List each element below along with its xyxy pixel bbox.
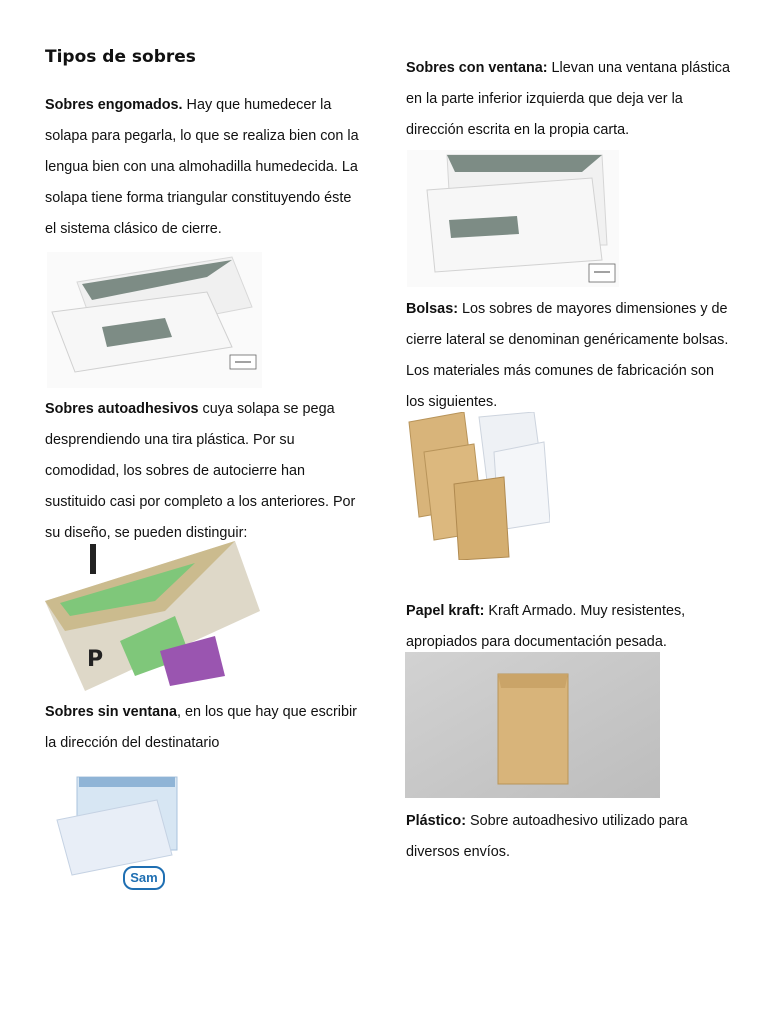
- paragraph-papel-kraft: [406, 596, 731, 658]
- text-sobres-con-ventana: Llevan una ventana plástica en la parte inferior izquierda que deja ver la dirección escrita en la propia carta.: [406, 60, 730, 138]
- sam-logo: Sam: [123, 866, 165, 890]
- image-sobres-autoadhesivos: [45, 541, 260, 691]
- text-sobres-sin-ventana: , en los que hay que escribir la dirección del destinatario: [45, 704, 357, 751]
- paragraph-sobres-con-ventana: [406, 53, 731, 146]
- paragraph-sobres-engomados: [45, 90, 365, 245]
- paragraph-bolsas: [406, 294, 731, 418]
- paragraph-sobres-autoadhesivos: [45, 394, 365, 549]
- text-papel-kraft: Kraft Armado. Muy resistentes, apropiados para documentación pesada.: [406, 603, 686, 650]
- term-sobres-con-ventana: Sobres con ventana:: [406, 60, 548, 76]
- svg-text:P: P: [87, 647, 104, 672]
- text-bolsas: Los sobres de mayores dimensiones y de cierre lateral se denominan genéricamente bolsas. Los materiales más comunes de fabricación son los siguientes.: [406, 301, 729, 410]
- term-bolsas: Bolsas:: [406, 301, 458, 317]
- page-title: Tipos de sobres: [45, 47, 196, 67]
- image-bolsas: [404, 412, 550, 560]
- image-sobres-engomados: [47, 252, 262, 388]
- term-sobres-sin-ventana: Sobres sin ventana: [45, 704, 177, 720]
- text-plastico: Sobre autoadhesivo utilizado para diversos envíos.: [406, 813, 688, 860]
- term-sobres-autoadhesivos: Sobres autoadhesivos: [45, 401, 199, 417]
- term-plastico: Plástico:: [406, 813, 466, 829]
- image-sobres-sin-ventana: [47, 765, 187, 895]
- paragraph-sobres-sin-ventana: [45, 697, 365, 759]
- image-papel-kraft: [405, 652, 660, 798]
- text-sobres-engomados: Hay que humedecer la solapa para pegarla, lo que se realiza bien con la lengua bien con una almohadilla humedecida. La solapa tiene forma triangular constituyendo éste el sistema clásico de cierre.: [45, 97, 359, 237]
- paragraph-plastico: [406, 806, 731, 868]
- text-sobres-autoadhesivos: cuya solapa se pega desprendiendo una tira plástica. Por su comodidad, los sobres de autocierre han sustituido casi por completo a los anteriores. Por su diseño, se pueden distinguir:: [45, 401, 356, 541]
- term-sobres-engomados: Sobres engomados.: [45, 97, 183, 113]
- image-sobres-con-ventana: [407, 150, 619, 287]
- term-papel-kraft: Papel kraft:: [406, 603, 485, 619]
